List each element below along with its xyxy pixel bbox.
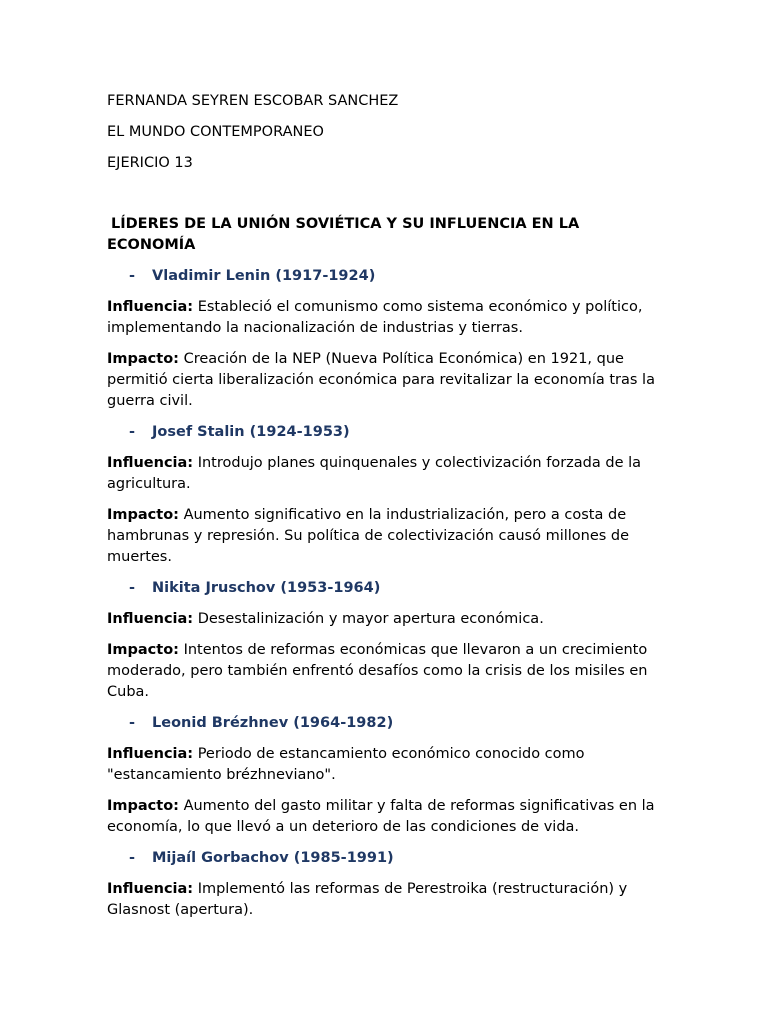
leader-heading [107, 266, 668, 287]
influence-label: Influencia: [107, 611, 194, 627]
leader-heading [107, 713, 668, 734]
influence-text: Estableció el comunismo como sistema económico y político, implementando la nacionalización de industrias y tierras. [107, 299, 643, 336]
influence-paragraph [107, 879, 668, 921]
influence-label: Influencia: [107, 881, 194, 897]
leader-name: Vladimir Lenin (1917-1924) [152, 268, 376, 284]
influence-paragraph [107, 297, 668, 339]
bullet-dash: - [129, 268, 136, 284]
impact-paragraph [107, 505, 668, 568]
influence-paragraph [107, 609, 668, 630]
impact-text: Aumento del gasto militar y falta de reformas significativas en la economía, lo que llevó a un deterioro de las condiciones de vida. [107, 798, 655, 835]
document-title-line2: ECONOMÍA [107, 237, 196, 253]
bullet-dash: - [129, 580, 136, 596]
leader-name: Leonid Brézhnev (1964-1982) [152, 715, 394, 731]
leader-name: Mijaíl Gorbachov (1985-1991) [152, 850, 394, 866]
impact-label: Impacto: [107, 351, 179, 367]
impact-text: Creación de la NEP (Nueva Política Económica) en 1921, que permitió cierta liberalización económica para revitalizar la economía tras la guerra civil. [107, 351, 655, 409]
influence-paragraph [107, 744, 668, 786]
impact-paragraph [107, 640, 668, 703]
influence-label: Influencia: [107, 455, 194, 471]
influence-paragraph [107, 453, 668, 495]
influence-text: Implementó las reformas de Perestroika (restructuración) y Glasnost (apertura). [107, 881, 628, 918]
influence-label: Influencia: [107, 299, 194, 315]
influence-label: Influencia: [107, 746, 194, 762]
leader-name: Josef Stalin (1924-1953) [152, 424, 350, 440]
impact-paragraph [107, 349, 668, 412]
document-title-line1: LÍDERES DE LA UNIÓN SOVIÉTICA Y SU INFLUENCIA EN LA [111, 216, 580, 232]
author-name: FERNANDA SEYREN ESCOBAR SANCHEZ [107, 93, 399, 109]
exercise-label: EJERICIO 13 [107, 155, 193, 171]
leader-heading [107, 578, 668, 599]
influence-text: Desestalinización y mayor apertura económica. [197, 611, 544, 627]
impact-label: Impacto: [107, 642, 179, 658]
impact-text: Intentos de reformas económicas que llevaron a un crecimiento moderado, pero también enfrentó desafíos como la crisis de los misiles en Cuba. [107, 642, 648, 700]
bullet-dash: - [129, 850, 136, 866]
bullet-dash: - [129, 424, 136, 440]
document-title [107, 214, 668, 256]
impact-paragraph [107, 796, 668, 838]
impact-text: Aumento significativo en la industrialización, pero a costa de hambrunas y represión. Su política de colectivización causó millones de muertes. [107, 507, 630, 565]
influence-text: Periodo de estancamiento económico conocido como "estancamiento brézhneviano". [107, 746, 585, 783]
bullet-dash: - [129, 715, 136, 731]
leader-name: Nikita Jruschov (1953-1964) [152, 580, 381, 596]
influence-text: Introdujo planes quinquenales y colectivización forzada de la agricultura. [107, 455, 642, 492]
leader-heading [107, 848, 668, 869]
impact-label: Impacto: [107, 507, 179, 523]
leader-heading [107, 422, 668, 443]
course-name: EL MUNDO CONTEMPORANEO [107, 124, 324, 140]
impact-label: Impacto: [107, 798, 179, 814]
